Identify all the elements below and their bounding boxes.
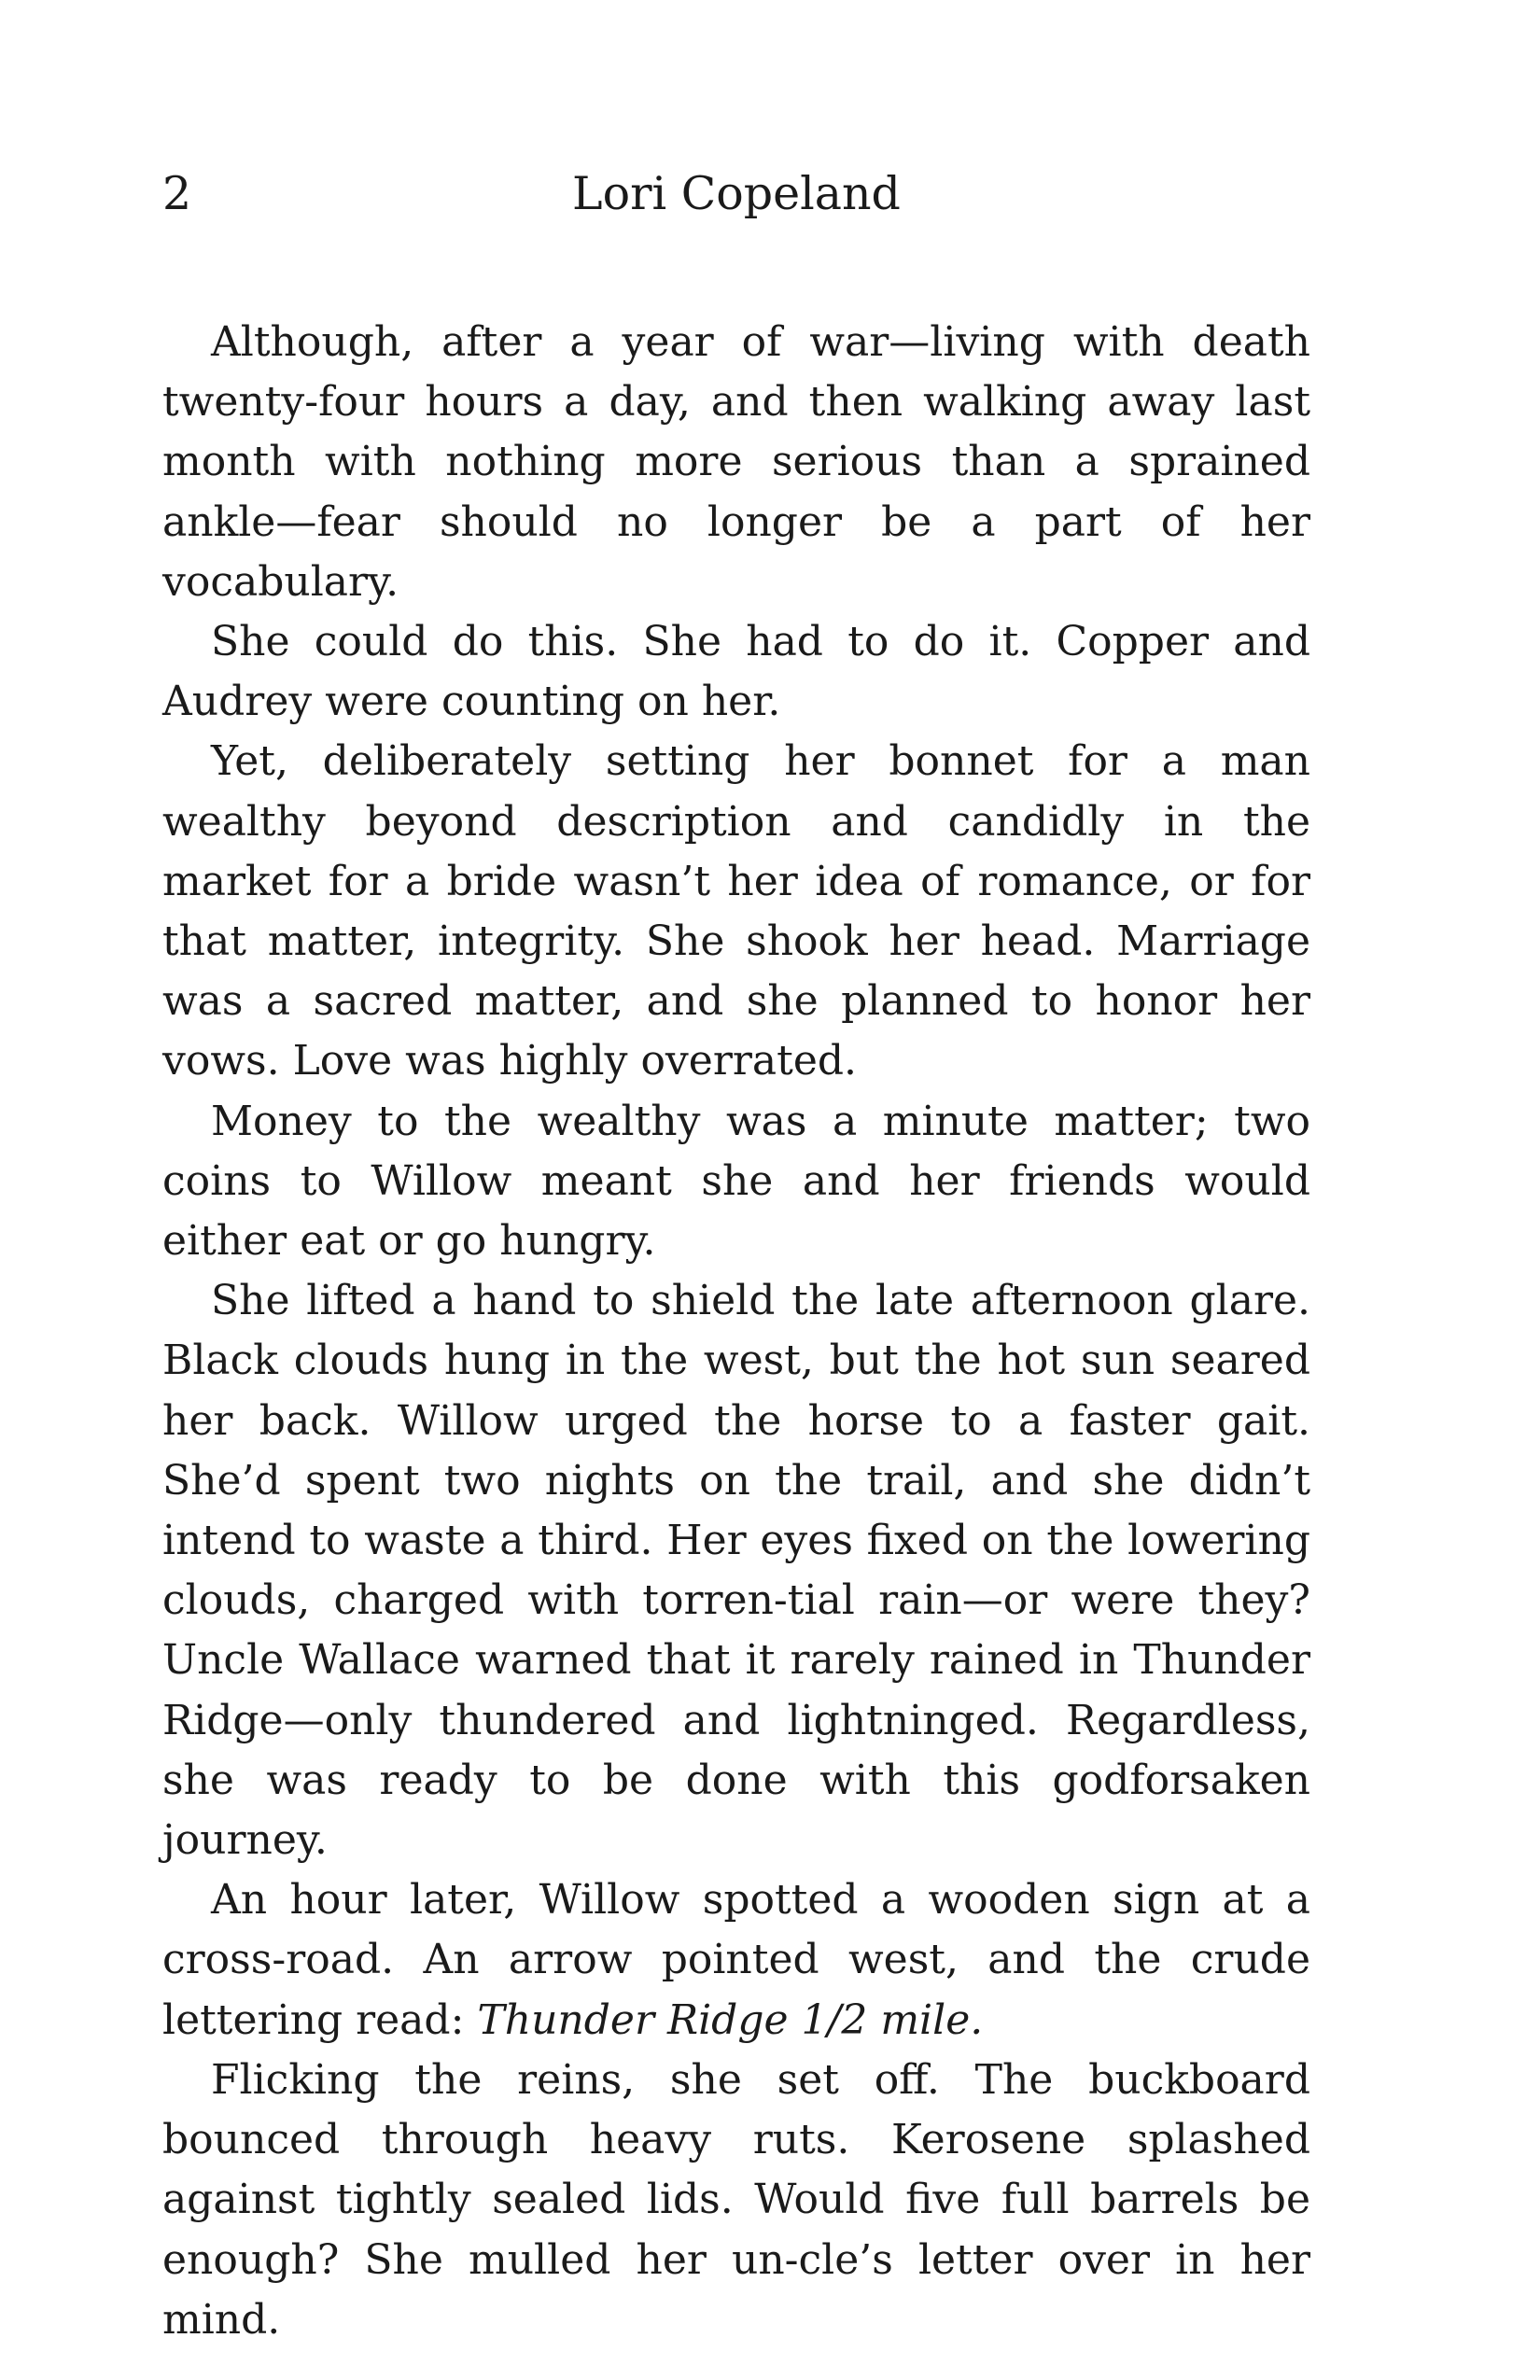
sign-text: Thunder Ridge 1/2 mile. — [477, 1995, 984, 2044]
page-number: 2 — [162, 167, 192, 220]
paragraph-1: Although, after a year of war—living with death twenty-four hours a day, and then walking away last month with nothing more serious than a sprained ankle—fear should no longer be a part of her vocabulary. — [162, 318, 1310, 606]
paragraph-5: She lifted a hand to shield the late afternoon glare. Black clouds hung in the west, but the hot sun seared her back. Willow urged the horse to a faster gait. She’d spent two nights on the trail, and she didn’t intend to waste a third. Her eyes fixed on the lowering clouds, charged with torren-tial rain—or were they? Uncle Wallace warned that it rarely rained in Thunder Ridge—only thundered and lightninged. Regardless, she was ready to be done with this godforsaken journey. — [162, 1277, 1310, 1865]
paragraph-6 — [162, 1870, 1310, 2051]
running-head-author: Lori Copeland — [572, 167, 901, 220]
paragraph-7: Flicking the reins, she set off. The buckboard bounced through heavy ruts. Kerosene splashed against tightly sealed lids. Would five full barrels be enough? She mulled her un-cle’s letter over in her mind. — [162, 2055, 1310, 2344]
paragraph-6-text: An hour later, Willow spotted a wooden sign at a cross-road. An arrow pointed west, and the crude lettering read: — [162, 1876, 1310, 2044]
paragraph-3: Yet, deliberately setting her bonnet for a man wealthy beyond description and candidly in the market for a bride wasn’t her idea of romance, or for that matter, integrity. She shook her head. Marriage was a sacred matter, and she planned to honor her vows. Love was highly overrated. — [162, 737, 1310, 1085]
paragraph-2: She could do this. She had to do it. Copper and Audrey were counting on her. — [162, 618, 1310, 726]
page-header — [162, 166, 1310, 231]
paragraph-4: Money to the wealthy was a minute matter; two coins to Willow meant she and her friends would either eat or go hungry. — [162, 1097, 1310, 1266]
body-text — [162, 313, 1310, 2350]
